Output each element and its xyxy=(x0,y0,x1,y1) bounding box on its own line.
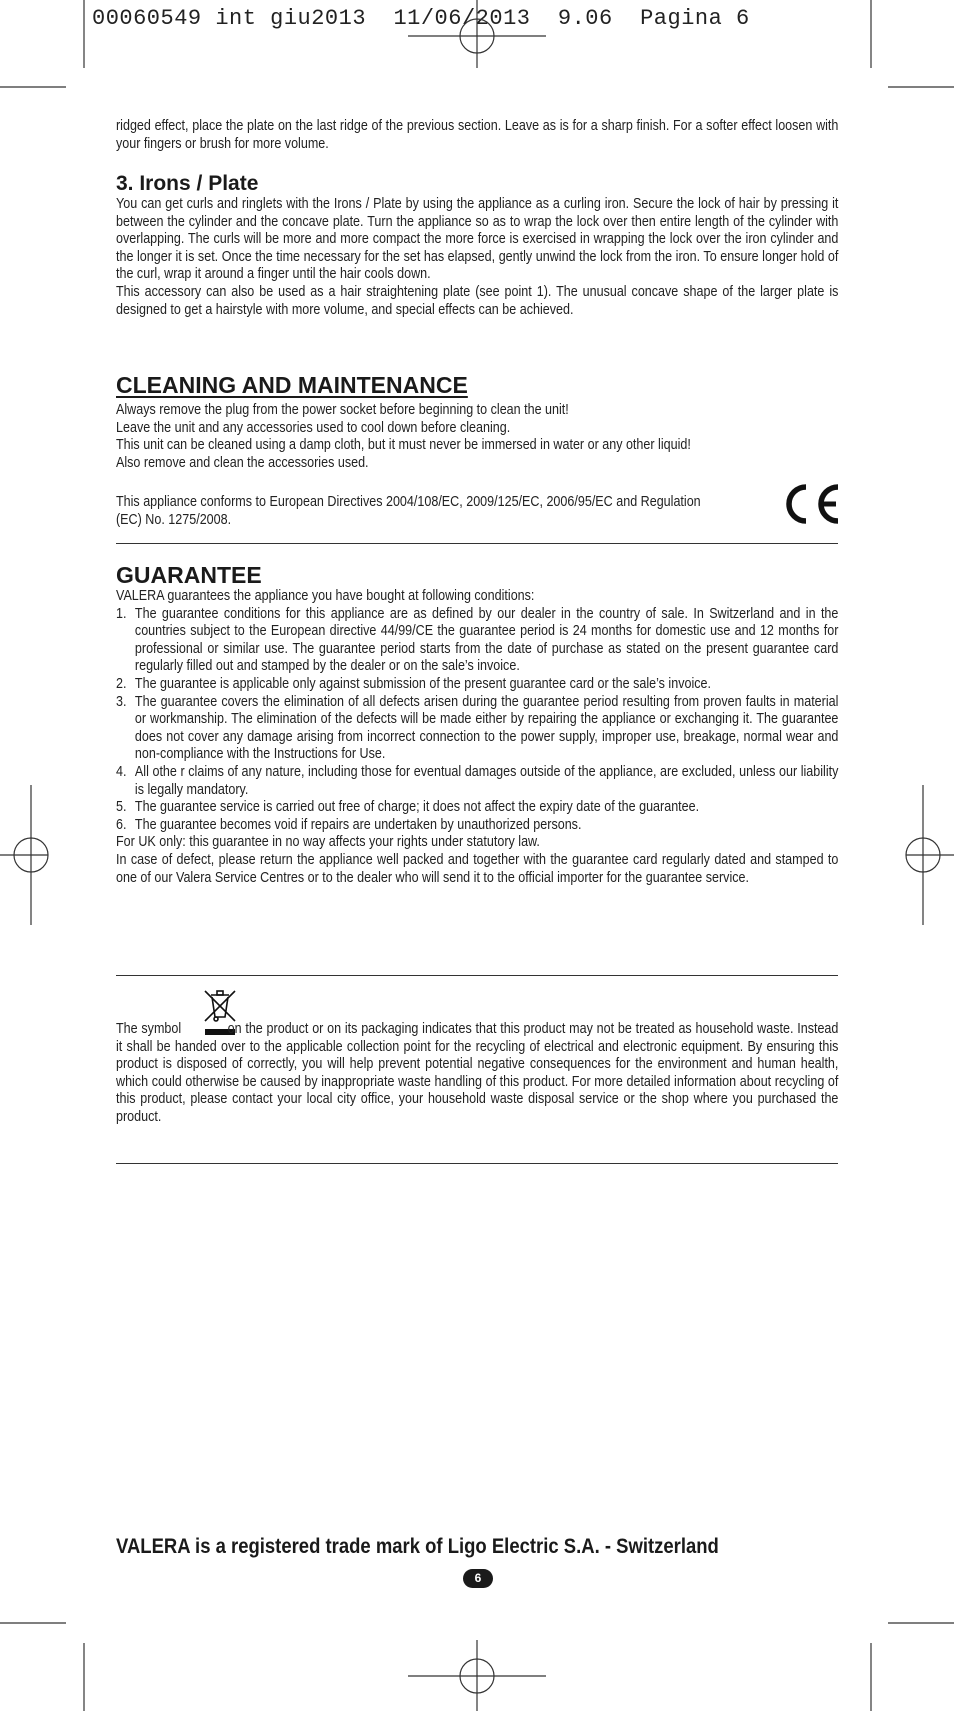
divider xyxy=(116,1163,838,1164)
list-item: 4. All othe r claims of any nature, including those for eventual damages outside of the appliance, are excluded, unless our liability is legally mandatory. xyxy=(116,763,839,798)
uk-note: For UK only: this guarantee in no way affects your rights under statutory law. xyxy=(116,834,540,851)
guarantee-heading: GUARANTEE xyxy=(116,562,262,588)
trademark-footer: VALERA is a registered trade mark of Ligo Electric S.A. - Switzerland xyxy=(116,1535,719,1558)
printer-slug: 00060549 int giu2013 11/06/2013 9.06 Pagina 6 xyxy=(92,6,750,31)
irons-paragraph-1: You can get curls and ringlets with the Irons / Plate by using the appliance as a curling iron. Secure the lock of hair by pressing it between the cylinder and the concave plate. Turn the appliance so as to wrap the lock over then entire length of the cylinder with overlapping. The curls will be more and more compact the more force is exercised in wrapping the lock over the iron cylinder and the longer it is set. Once the time necessary for the set has elapsed, gently unwind the lock from the iron. To ensure longer hold of the curl, wrap it around a finger until the hair cools down. xyxy=(116,196,839,283)
ce-mark-icon xyxy=(778,483,842,525)
list-item: 5. The guarantee service is carried out free of charge; it does not affect the expiry date of the guarantee. xyxy=(116,799,700,816)
guarantee-section xyxy=(116,588,838,887)
cleaning-heading: CLEANING AND MAINTENANCE xyxy=(116,372,468,398)
weee-text: The symbol on the product or on its packaging indicates that this product may not be treated as household waste. Instead it shall be handed over to the applicable collection point for the recycling of electrical and electronic equipment. By ensuring this product is disposed of correctly, you will help prevent potential negative consequences for the environment and human health, which could otherwise be caused by inappropriate waste handling of this product. For more detailed information about recycling of this product, please contact your local city office, your household waste disposal service or the shop where you purchased the product. xyxy=(116,1021,839,1125)
weee-notice xyxy=(116,1021,838,1127)
list-item: 1. The guarantee conditions for this appliance are as defined by our dealer in the country of sale. In Switzerland and in the countries subject to the European directive 44/99/CE the guarantee period is 24 months for domestic use and 12 months for professional or similar use. The guarantee period starts from the date of purchase as stated on the present guarantee card regularly filled out and stamped by the dealer or on the sale’s invoice. xyxy=(116,605,839,675)
divider xyxy=(116,543,838,544)
list-item: 2. The guarantee is applicable only against submission of the present guarantee card or the sale’s invoice. xyxy=(116,675,711,692)
cleaning-line: This unit can be cleaned using a damp cloth, but it must never be immersed in water or any other liquid! xyxy=(116,437,691,454)
cleaning-line: Leave the unit and any accessories used to cool down before cleaning. xyxy=(116,419,511,436)
cleaning-line: Always remove the plug from the power socket before beginning to clean the unit! xyxy=(116,402,569,418)
irons-paragraph-2: This accessory can also be used as a hair straightening plate (see point 1). The unusual concave shape of the larger plate is designed to get a hairstyle with more volume, and special effects can be achieved. xyxy=(116,283,839,318)
guarantee-intro: VALERA guarantees the appliance you have bought at following conditions: xyxy=(116,588,535,604)
list-item: 3. The guarantee covers the elimination of all defects arisen during the guarantee period resulting from proven faults in material or workmanship. The elimination of the defects will be made either by repairing the appliance or exchanging it. The guarantee does not cover any damage arising from incorrect connection to the power supply, improper use, breakage, normal wear and non-compliance with the Instructions for Use. xyxy=(116,693,839,763)
irons-section xyxy=(116,196,838,319)
conformity-text: This appliance conforms to European Directives 2004/108/EC, 2009/125/EC, 2006/95/EC and Regulation (EC) No. 1275/2008. xyxy=(116,494,701,528)
conformity-statement xyxy=(116,494,718,529)
cleaning-line: Also remove and clean the accessories used. xyxy=(116,454,369,471)
page-number-badge: 6 xyxy=(463,1569,493,1588)
intro-paragraph xyxy=(116,118,838,153)
list-item: 6. The guarantee becomes void if repairs are undertaken by unauthorized persons. xyxy=(116,816,582,833)
guarantee-conditions-list xyxy=(116,606,838,835)
cleaning-section xyxy=(116,402,838,472)
intro-text: ridged effect, place the plate on the last ridge of the previous section. Leave as is for a sharp finish. For a softer effect loosen with your fingers or brush for more volume. xyxy=(116,118,839,152)
defect-note: In case of defect, please return the appliance well packed and together with the guarantee card regularly dated and stamped to one of our Valera Service Centres or to the dealer who will send it to the official importer for the guarantee service. xyxy=(116,851,839,886)
divider xyxy=(116,975,838,976)
irons-heading: 3. Irons / Plate xyxy=(116,172,259,195)
